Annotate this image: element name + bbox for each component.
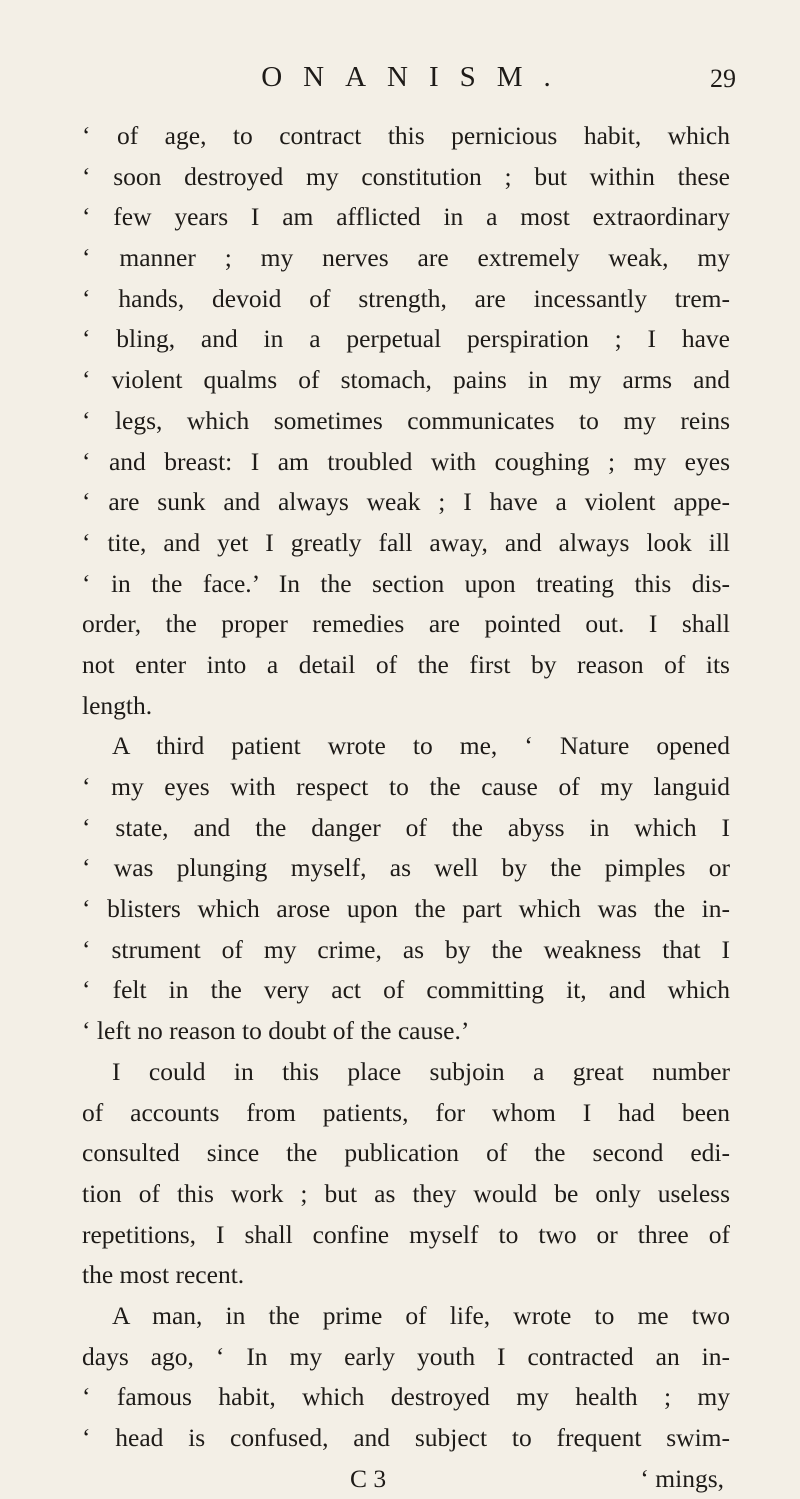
running-header [82, 60, 736, 94]
text-line: ‘ strument of my crime, as by the weakness that I [82, 934, 730, 964]
text-line: ‘ legs, which sometimes communicates to my reins [82, 405, 730, 435]
text-line: ‘ tite, and yet I greatly fall away, and always look ill [82, 527, 730, 557]
catchword: ‘ mings, [640, 1463, 724, 1493]
body-text [82, 116, 730, 1459]
text-line: ‘ famous habit, which destroyed my health ; my [82, 1382, 730, 1412]
text-line: ‘ left no reason to doubt of the cause.’ [82, 1016, 470, 1046]
text-line: the most recent. [82, 1260, 245, 1290]
text-line: A third patient wrote to me, ‘ Nature opened [112, 731, 730, 761]
text-line: ‘ state, and the danger of the abyss in which I [82, 812, 730, 842]
text-line: I could in this place subjoin a great number [112, 1056, 730, 1086]
text-line: ‘ was plunging myself, as well by the pimples or [82, 853, 730, 883]
text-line: ‘ hands, devoid of strength, are incessantly trem- [82, 283, 730, 313]
text-line: ‘ manner ; my nerves are extremely weak, my [82, 243, 730, 273]
text-line: ‘ bling, and in a perpetual perspiration ; I have [82, 324, 730, 354]
running-title: ONANISM. [261, 61, 572, 93]
text-line: ‘ few years I am afflicted in a most extraordinary [82, 202, 730, 232]
text-line: consulted since the publication of the second edi- [82, 1138, 730, 1168]
text-line: ‘ soon destroyed my constitution ; but within these [82, 161, 730, 191]
text-line: ‘ head is confused, and subject to frequent swim- [82, 1423, 730, 1452]
text-line: ‘ of age, to contract this pernicious habit, which [82, 121, 730, 150]
text-line: ‘ my eyes with respect to the cause of my languid [82, 772, 730, 801]
text-line: length. [82, 690, 153, 720]
page-footer [82, 1459, 730, 1499]
signature-mark: C 3 [350, 1463, 387, 1493]
text-line: ‘ felt in the very act of committing it, and which [82, 975, 730, 1005]
page-number: 29 [710, 64, 736, 93]
text-line: ‘ violent qualms of stomach, pains in my arms and [82, 365, 730, 395]
text-line: tion of this work ; but as they would be only useless [82, 1178, 730, 1208]
text-line: order, the proper remedies are pointed out. I shall [82, 609, 730, 639]
text-line: ‘ and breast: I am troubled with coughing ; my eyes [82, 446, 730, 476]
text-line: A man, in the prime of life, wrote to me two [112, 1300, 730, 1330]
text-line: not enter into a detail of the first by reason of its [82, 649, 730, 679]
text-line: of accounts from patients, for whom I had been [82, 1097, 730, 1127]
text-line: days ago, ‘ In my early youth I contracted an in- [82, 1341, 730, 1371]
text-line: repetitions, I shall confine myself to two or three of [82, 1219, 730, 1249]
text-line: ‘ are sunk and always weak ; I have a violent appe- [82, 487, 730, 517]
text-line: ‘ blisters which arose upon the part which was the in- [82, 894, 730, 924]
text-line: ‘ in the face.’ In the section upon treating this dis- [82, 568, 730, 598]
